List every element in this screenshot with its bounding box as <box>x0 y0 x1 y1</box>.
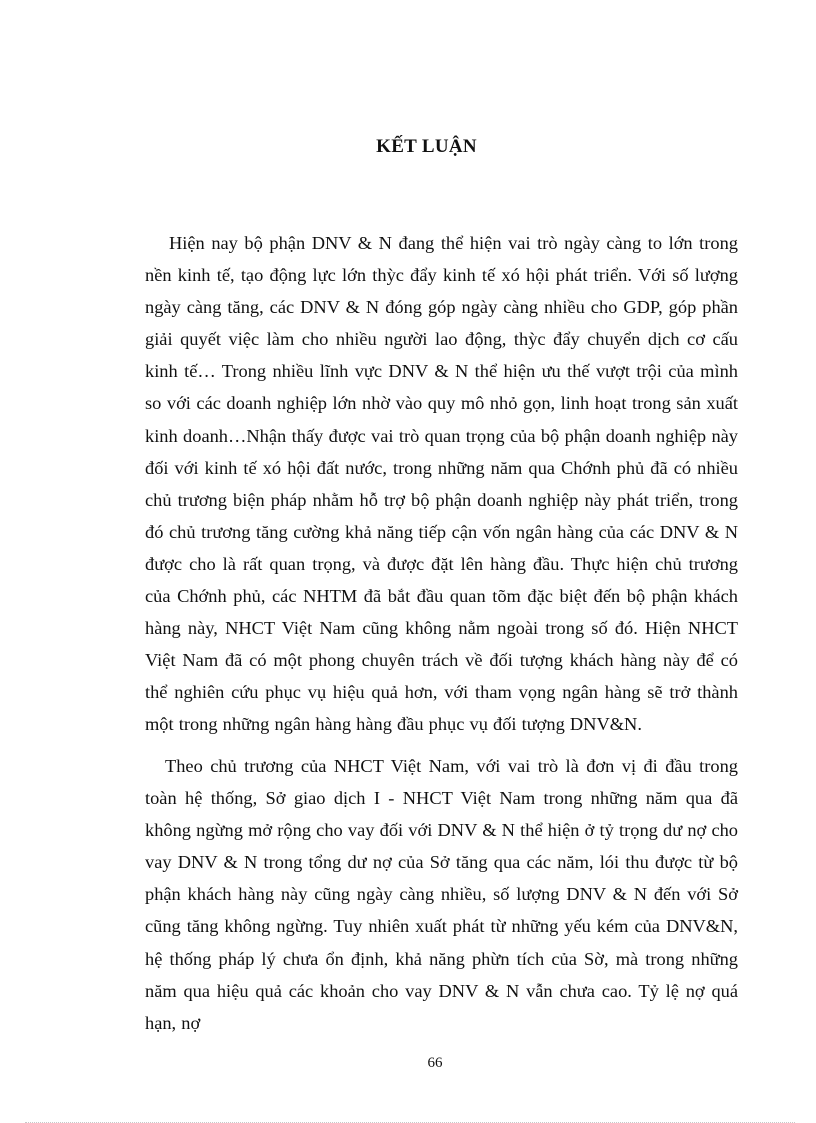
paragraph-2: Theo chủ trương của NHCT Việt Nam, với vai trò là đơn vị đi đầu trong toàn hệ thống, Sở giao dịch I - NHCT Việt Nam trong những năm qua đã không ngừng mở rộng cho vay đối với DNV & N thể hiện ở tỷ trọng dư nợ cho vay DNV & N trong tổng dư nợ của Sở tăng qua các năm, lói thu được từ bộ phận khách hàng này cũng ngày càng nhiều, số lượng DNV & N đến với Sở cũng tăng không ngừng. Tuy nhiên xuất phát từ những yếu kém của DNV&N, hệ thống pháp lý chưa ổn định, khả năng phừn tích của Sờ, mà trong những năm qua hiệu quả các khoản cho vay DNV & N vẫn chưa cao. Tỷ lệ nợ quá hạn, nợ <box>145 756 738 1033</box>
paragraph-1: Hiện nay bộ phận DNV & N đang thể hiện vai trò ngày càng to lớn trong nền kinh tế, tạo động lực lớn thỳc đẩy kinh tế xó hội phát triển. Với số lượng ngày càng tăng, các DNV & N đóng góp ngày càng nhiều cho GDP, góp phần giải quyết việc làm cho nhiều người lao động, thỳc đẩy chuyển dịch cơ cấu kinh tế… Trong nhiều lĩnh vực DNV & N thể hiện ưu thế vượt trội của mình so với các doanh nghiệp lớn nhờ vào quy mô nhỏ gọn, linh hoạt trong sản xuất kinh doanh…Nhận thấy được vai trò quan trọng của bộ phận doanh nghiệp này đối với kinh tế xó hội đất nước, trong những năm qua Chớnh phủ đã có nhiều chủ trương biện pháp nhằm hỗ trợ bộ phận doanh nghiệp này phát triển, trong đó chủ trương tăng cường khả năng tiếp cận vốn ngân hàng của các DNV & N được cho là rất quan trọng, và được đặt lên hàng đầu. Thực hiện chủ trương của Chớnh phủ, các NHTM đã bắt đầu quan tõm đặc biệt đến bộ phận khách hàng này, NHCT Việt Nam cũng không nằm ngoài trong số đó. Hiện NHCT Việt Nam đã có một phong chuyên trách về đối tượng khách hàng này để có thể nghiên cứu phục vụ hiệu quả hơn, với tham vọng ngân hàng sẽ trở thành một trong những ngân hàng hàng đầu phục vụ đối tượng DNV&N. <box>145 233 738 735</box>
page-title: KẾT LUẬN <box>376 136 477 157</box>
page-number: 66 <box>427 1055 443 1071</box>
